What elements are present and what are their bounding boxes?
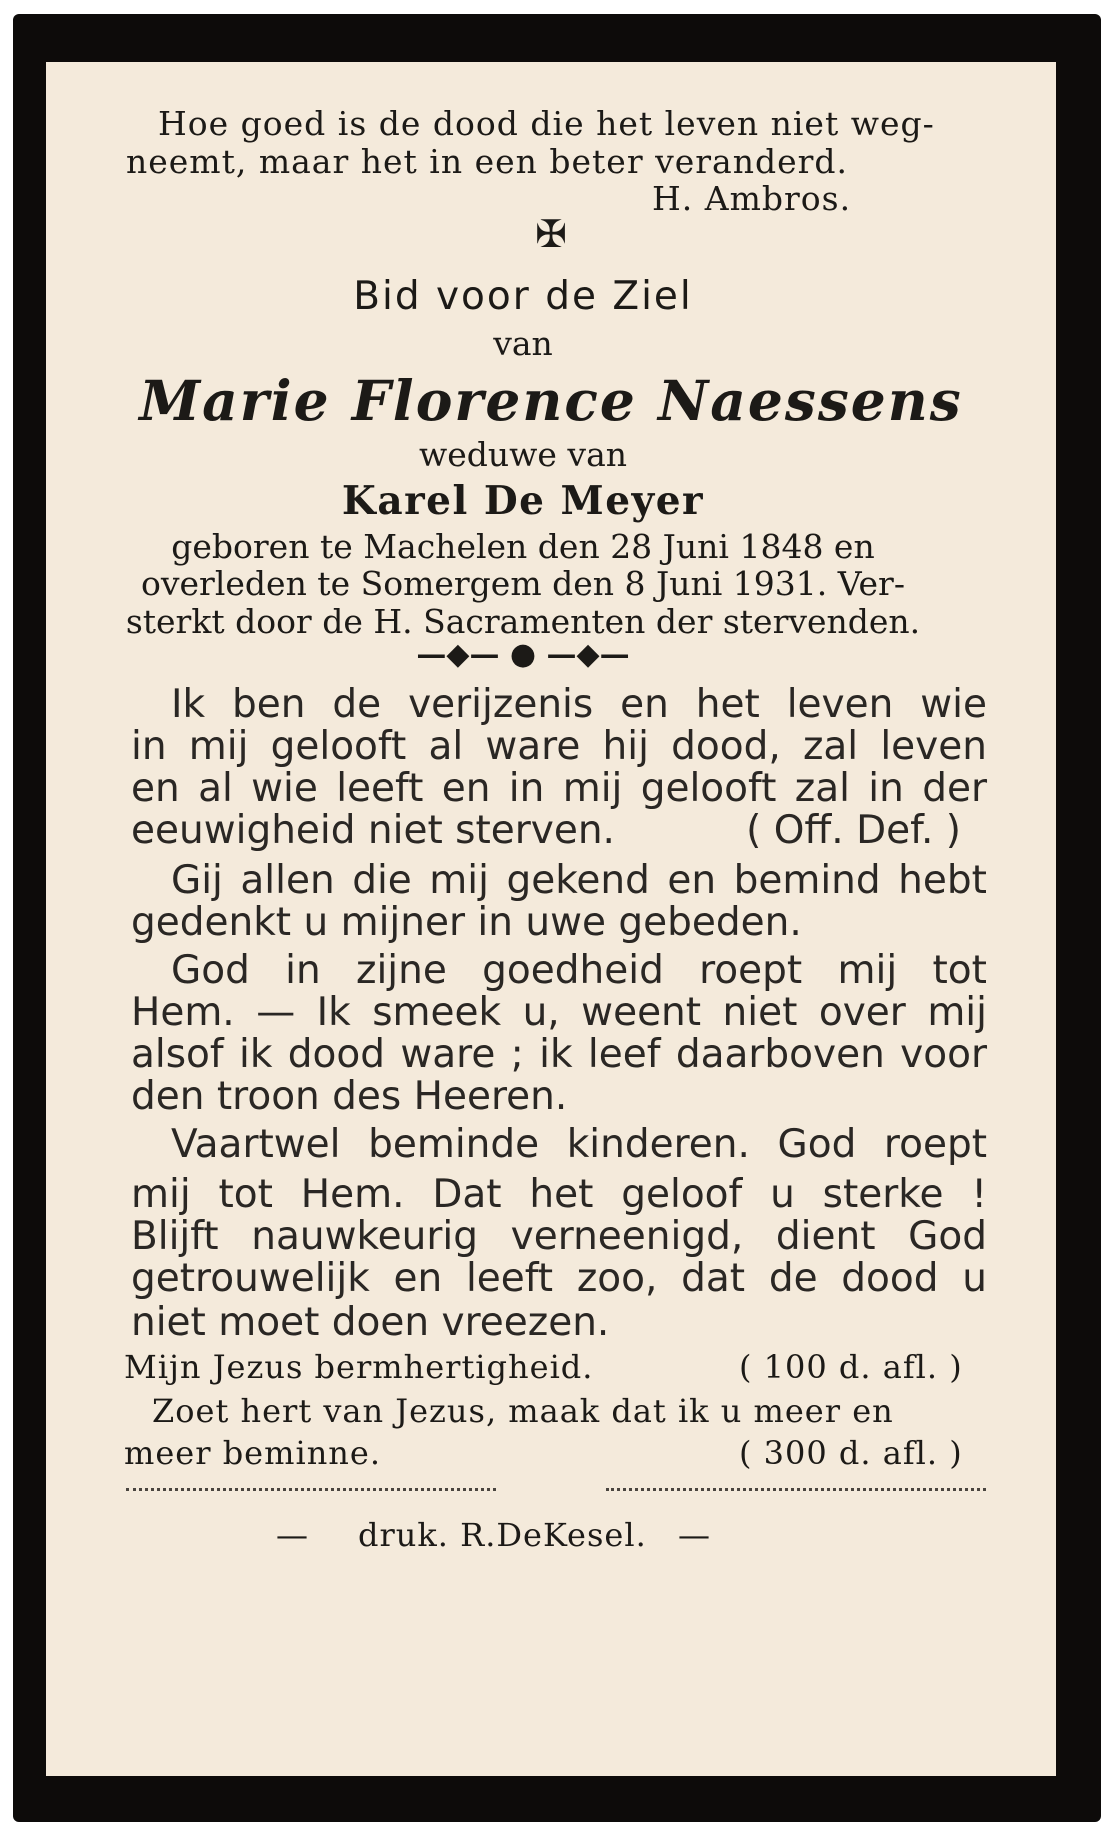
quote-line-1: Hoe goed is de dood die het leven niet weg- [158,104,935,143]
of-label: van [493,324,553,363]
ornament-divider: —◆— ● —◆— [416,637,630,672]
printer-dash-left: — [276,1516,309,1554]
prayer-line-1: Mijn Jezus bermhertigheid. [124,1348,594,1386]
p4-line-4: getrouwelijk en leeft zoo, dat de dood u [131,1256,987,1301]
p1-line-4: eeuwigheid niet sterven. ( Off. Def. ) [131,808,961,853]
dotted-rule-right [606,1488,986,1491]
p2-line-2: gedenkt u mijner in uwe gebeden. [131,900,802,945]
p4-line-5: niet moet doen vreezen. [131,1300,610,1345]
p1-line-1: Ik ben de verijzenis en het leven wie [171,682,987,727]
p3-line-2: Hem. — Ik smeek u, weent niet over mij [131,990,987,1035]
printer-name: druk. R.DeKesel. [358,1516,647,1554]
cross-icon: ✠ [535,212,567,256]
p4-line-1: Vaartwel beminde kinderen. God roept [171,1122,987,1167]
p2-line-1: Gij allen die mij gekend en bemind hebt [171,858,987,903]
p1-line-3: en al wie leeft en in mij gelooft zal in der [131,766,987,811]
p1-line-2: in mij gelooft al ware hij dood, zal leven [131,724,987,769]
bio-line-2: overleden te Somergem den 8 Juni 1931. Ver- [141,564,905,603]
p3-line-4: den troon des Heeren. [131,1074,568,1119]
indulgence-2: ( 300 d. afl. ) [739,1434,963,1472]
bio-line-1: geboren te Machelen den 28 Juni 1848 en [171,527,875,566]
memorial-card [13,14,1101,1822]
p4-line-3: Blijft nauwkeurig verneenigd, dient God [131,1214,987,1259]
p3-line-1: God in zijne goedheid roept mij tot [171,948,987,993]
prayer-line-3: meer beminne. [124,1434,382,1472]
deceased-name: Marie Florence Naessens [139,368,963,433]
prayer-line-2: Zoet hert van Jezus, maak dat ik u meer en [152,1392,894,1430]
dotted-rule-left [126,1488,496,1491]
bio-line-3: sterkt door de H. Sacramenten der stervenden. [125,602,921,641]
indulgence-1: ( 100 d. afl. ) [739,1348,963,1386]
widow-label: weduwe van [419,435,627,474]
husband-name: Karel De Meyer [341,478,705,524]
card-paper [46,62,1056,1776]
quote-author: H. Ambros. [652,179,852,218]
printer-dash-right: — [678,1516,711,1554]
p4-line-2: mij tot Hem. Dat het geloof u sterke ! [131,1172,987,1217]
quote-line-2: neemt, maar het in een beter veranderd. [126,142,849,181]
pray-heading: Bid voor de Ziel [353,274,693,319]
p3-line-3: alsof ik dood ware ; ik leef daarboven voor [131,1032,987,1077]
